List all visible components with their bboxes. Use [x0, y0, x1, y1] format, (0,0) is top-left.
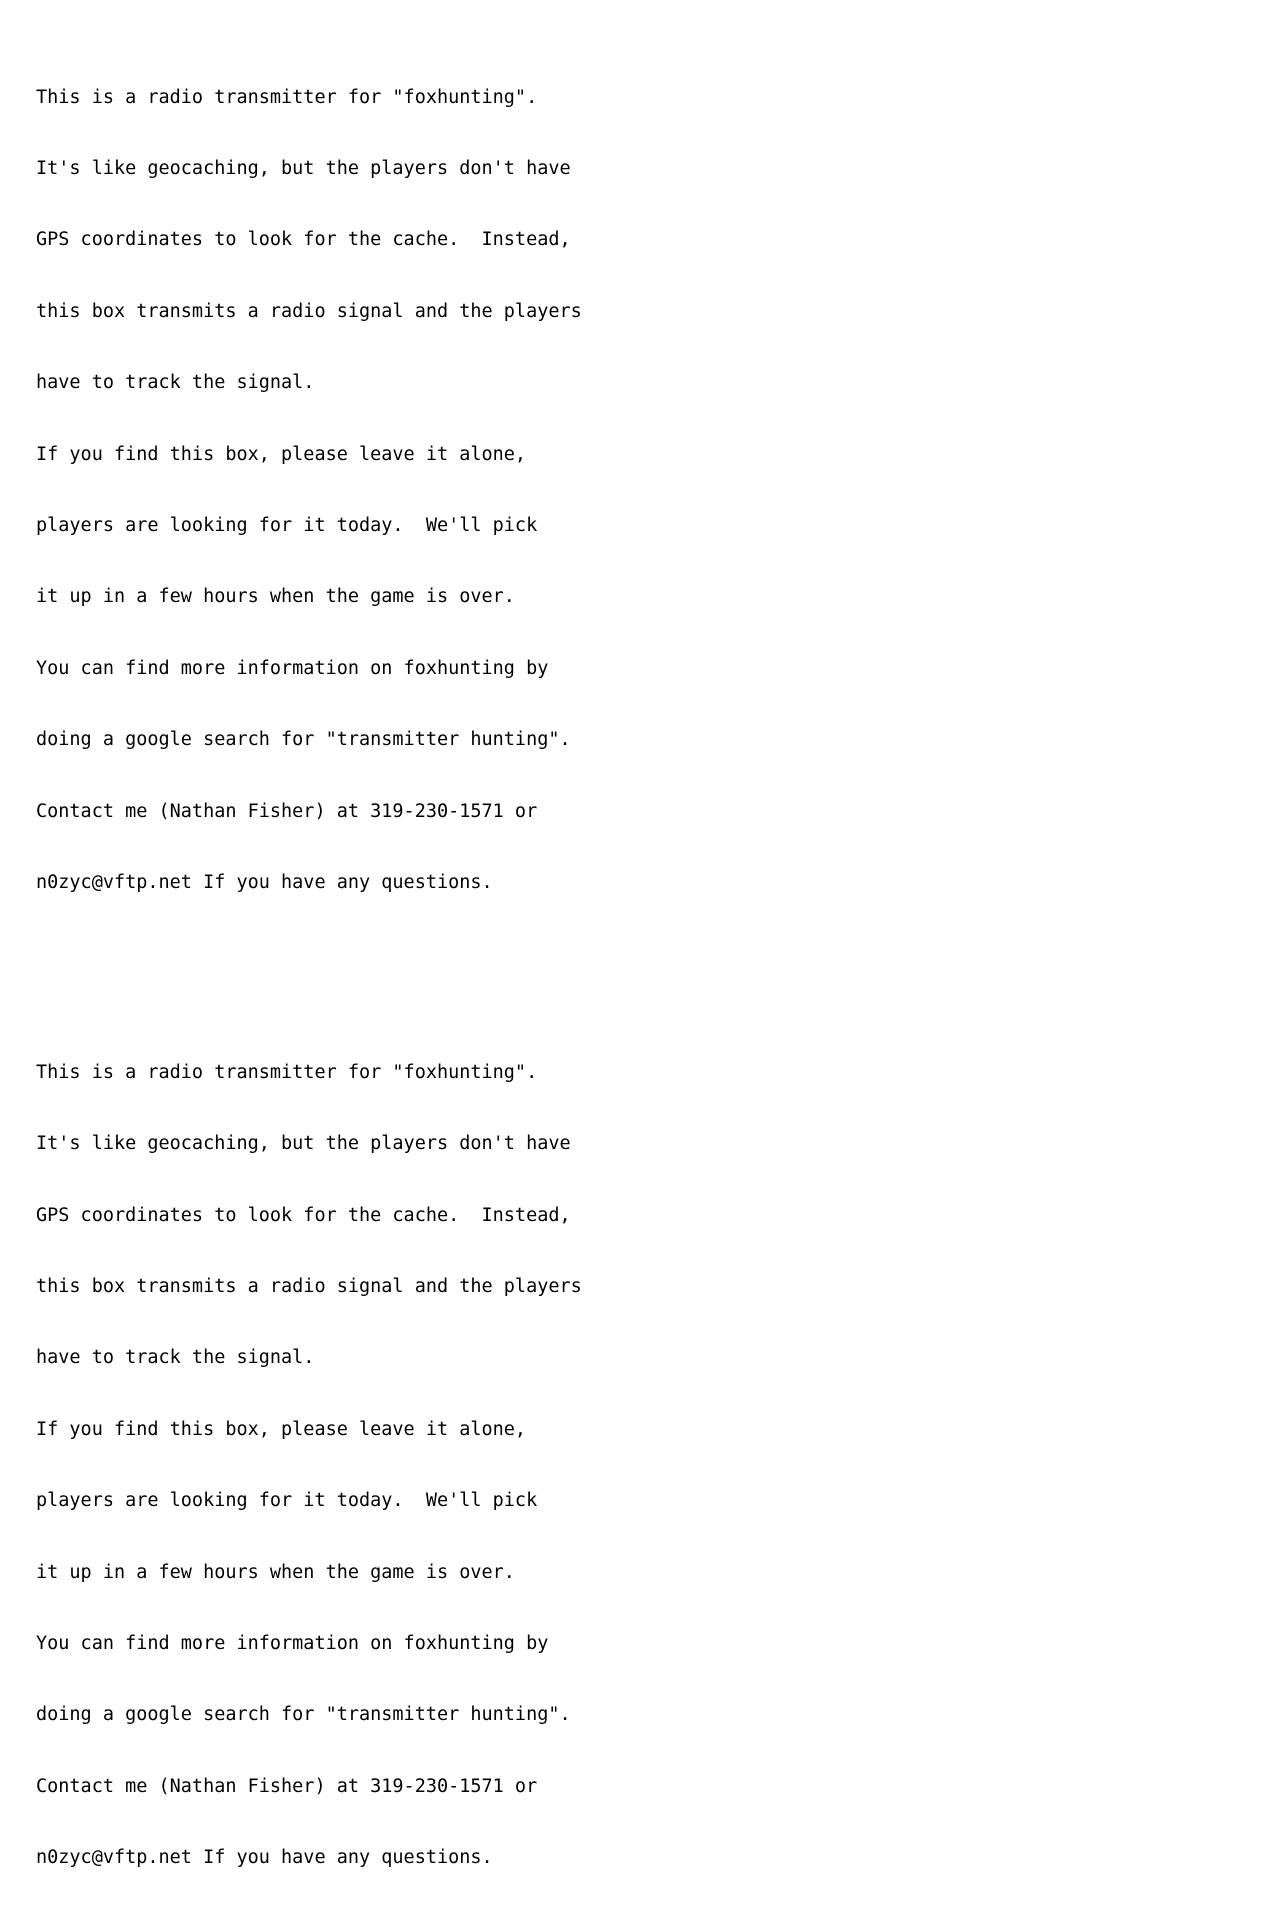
text-line: it up in a few hours when the game is over.	[36, 586, 515, 608]
text-line: players are looking for it today. We'll pick	[36, 514, 538, 536]
text-line: doing a google search for "transmitter hunting".	[36, 729, 571, 751]
text-line: This is a radio transmitter for "foxhunting".	[36, 1061, 538, 1083]
text-line: Contact me (Nathan Fisher) at 319-230-1571 or	[36, 1775, 538, 1797]
text-line: this box transmits a radio signal and the players	[36, 300, 582, 322]
text-line: If you find this box, please leave it alone,	[36, 1418, 527, 1440]
text-line: players are looking for it today. We'll pick	[36, 1490, 538, 1512]
text-line: If you find this box, please leave it alone,	[36, 443, 527, 465]
text-line: have to track the signal.	[36, 372, 315, 394]
text-line: GPS coordinates to look for the cache. Instead,	[36, 1204, 571, 1226]
text-line: You can find more information on foxhunting by	[36, 1633, 549, 1654]
text-block-notice-2	[36, 1013, 1275, 1917]
text-block-notice-1	[36, 38, 1275, 942]
text-line: n0zyc@vftp.net If you have any questions.	[36, 871, 493, 893]
text-line: You can find more information on foxhunting by	[36, 657, 549, 679]
text-line: n0zyc@vftp.net If you have any questions.	[36, 1847, 493, 1869]
text-line: have to track the signal.	[36, 1347, 315, 1369]
text-line: doing a google search for "transmitter hunting".	[36, 1704, 571, 1726]
text-line: Contact me (Nathan Fisher) at 319-230-1571 or	[36, 800, 538, 822]
text-line: this box transmits a radio signal and the players	[36, 1276, 582, 1298]
text-line: It's like geocaching, but the players don't have	[36, 157, 571, 179]
text-line: it up in a few hours when the game is over.	[36, 1561, 515, 1583]
block-separator	[36, 942, 1275, 1013]
text-line: This is a radio transmitter for "foxhunting".	[36, 86, 538, 108]
text-line: It's like geocaching, but the players don't have	[36, 1133, 571, 1155]
text-line: GPS coordinates to look for the cache. Instead,	[36, 229, 571, 251]
